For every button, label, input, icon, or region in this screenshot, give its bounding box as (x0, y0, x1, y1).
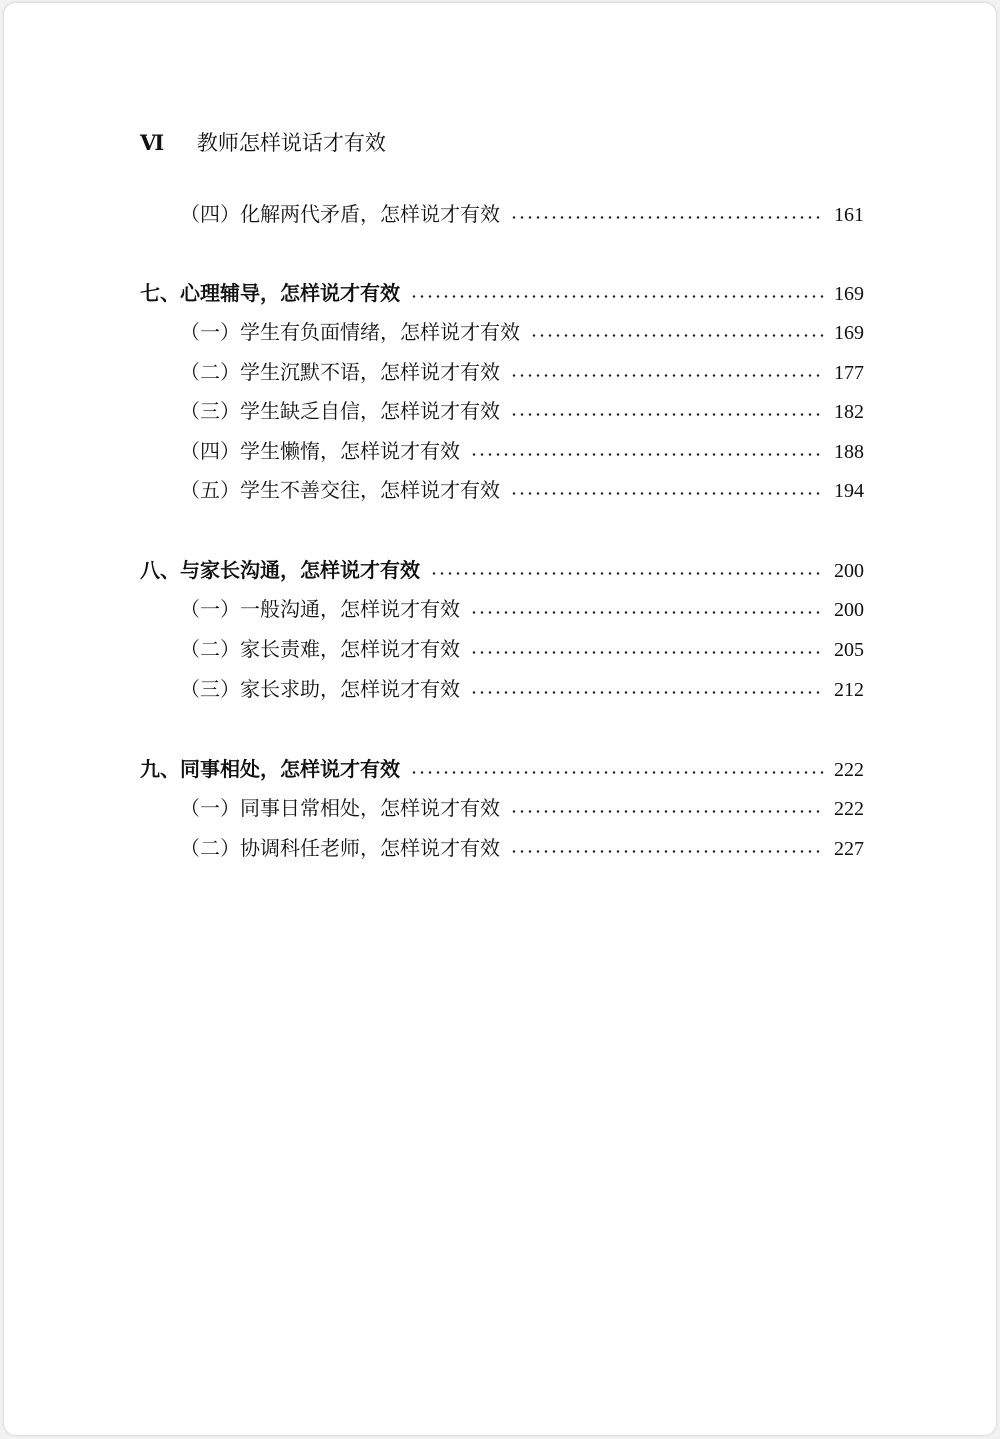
toc-entry-title: （四）学生懒惰，怎样说才有效 (180, 439, 460, 463)
toc-entry-page-number: 227 (834, 838, 864, 860)
toc-section-entry[interactable] (4, 317, 864, 347)
toc-entry-title: 九、同事相处，怎样说才有效 (140, 757, 400, 781)
toc-entry-title: （一）学生有负面情绪，怎样说才有效 (180, 320, 520, 344)
toc-entry-page-number: 212 (834, 679, 864, 701)
toc-entry-title: （二）协调科任老师，怎样说才有效 (180, 836, 500, 860)
toc-entry-page-number: 222 (834, 798, 864, 820)
toc-section-entry[interactable] (4, 833, 864, 863)
toc-entry-page-number: 188 (834, 441, 864, 463)
toc-chapter-entry[interactable] (4, 754, 864, 784)
toc-entry-page-number: 177 (834, 362, 864, 384)
toc-chapter-entry[interactable] (4, 555, 864, 585)
toc-section-entry[interactable] (4, 475, 864, 505)
header-page-number: Ⅵ (140, 130, 165, 155)
toc-entry-title: （三）家长求助，怎样说才有效 (180, 677, 460, 701)
toc-entry-page-number: 182 (834, 401, 864, 423)
toc-entry-page-number: 200 (834, 560, 864, 582)
dot-leader (410, 295, 824, 298)
dot-leader (470, 453, 824, 456)
toc-entry-page-number: 205 (834, 639, 864, 661)
running-header (140, 127, 386, 157)
toc-section-entry[interactable] (4, 436, 864, 466)
document-page (4, 3, 996, 1435)
toc-entry-page-number: 169 (834, 283, 864, 305)
toc-section-entry[interactable] (4, 634, 864, 664)
toc-chapter-entry[interactable] (4, 278, 864, 308)
toc-entry-title: 八、与家长沟通，怎样说才有效 (140, 558, 420, 582)
toc-entry-title: （三）学生缺乏自信，怎样说才有效 (180, 399, 500, 423)
header-book-title: 教师怎样说话才有效 (196, 131, 386, 155)
dot-leader (430, 572, 824, 575)
toc-section-entry[interactable] (4, 396, 864, 426)
toc-entry-title: （一）同事日常相处，怎样说才有效 (180, 796, 500, 820)
toc-section-entry[interactable] (4, 793, 864, 823)
toc-section-entry[interactable] (4, 357, 864, 387)
toc-entry-title: 七、心理辅导，怎样说才有效 (140, 281, 400, 305)
toc-entry-title: （二）学生沉默不语，怎样说才有效 (180, 360, 500, 384)
dot-leader (510, 850, 824, 853)
toc-entry-title: （四）化解两代矛盾，怎样说才有效 (180, 202, 500, 226)
toc-entry-title: （一）一般沟通，怎样说才有效 (180, 597, 460, 621)
toc-section-entry[interactable] (4, 674, 864, 704)
dot-leader (510, 810, 824, 813)
toc-entry-title: （二）家长责难，怎样说才有效 (180, 637, 460, 661)
toc-entry-page-number: 200 (834, 599, 864, 621)
dot-leader (510, 216, 824, 219)
toc-entry-page-number: 222 (834, 759, 864, 781)
dot-leader (510, 492, 824, 495)
dot-leader (470, 691, 824, 694)
toc-entry-title: （五）学生不善交往，怎样说才有效 (180, 478, 500, 502)
dot-leader (510, 374, 824, 377)
dot-leader (470, 651, 824, 654)
dot-leader (470, 611, 824, 614)
toc-entry-page-number: 194 (834, 480, 864, 502)
toc-section-entry[interactable] (4, 199, 864, 229)
toc-section-entry[interactable] (4, 594, 864, 624)
dot-leader (530, 334, 824, 337)
toc-entry-page-number: 169 (834, 322, 864, 344)
toc-entry-page-number: 161 (834, 204, 864, 226)
dot-leader (410, 771, 824, 774)
dot-leader (510, 413, 824, 416)
